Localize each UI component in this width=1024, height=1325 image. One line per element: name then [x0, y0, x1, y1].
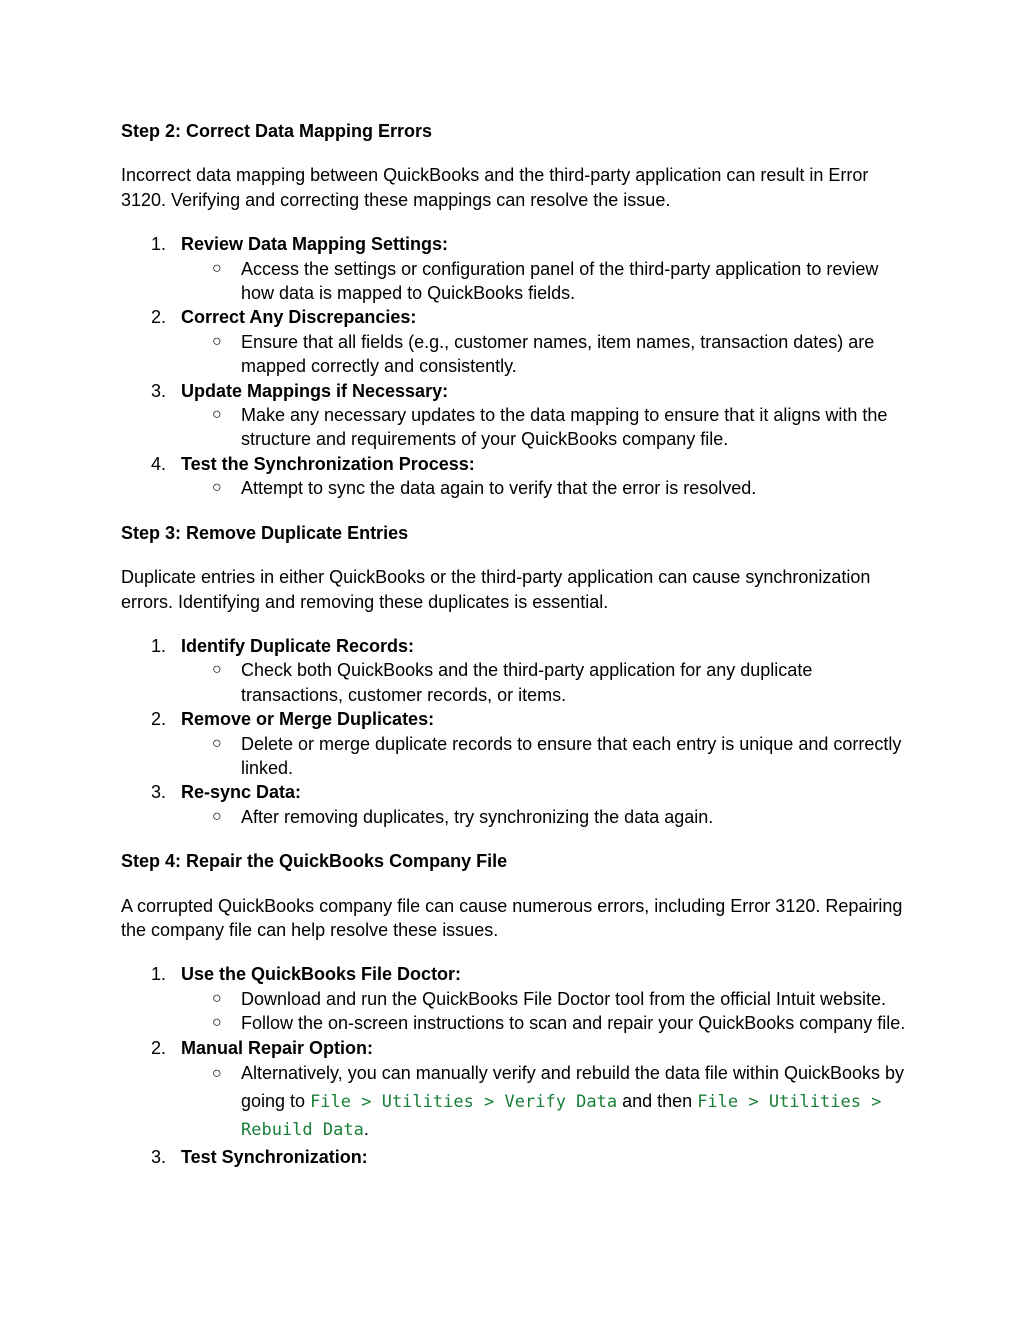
sub-list	[181, 403, 911, 452]
sub-list-item	[181, 330, 911, 379]
list-item-title: Identify Duplicate Records:	[181, 635, 415, 656]
hollow-bullet-icon: ○	[212, 1014, 222, 1032]
list-number: 2.	[151, 1037, 167, 1058]
step4-section	[121, 849, 911, 1169]
list-item-title: Update Mappings if Necessary:	[181, 380, 449, 401]
sub-list	[181, 987, 911, 1036]
sub-list-item	[181, 1060, 911, 1145]
list-number: 3.	[151, 380, 167, 401]
list-number: 2.	[151, 709, 167, 730]
sub-list	[181, 476, 911, 500]
list-item	[121, 452, 911, 501]
sub-list	[181, 1060, 911, 1145]
list-item-title: Remove or Merge Duplicates:	[181, 709, 435, 730]
step3-section	[121, 521, 911, 829]
list-item	[121, 305, 911, 378]
step2-section	[121, 119, 911, 501]
sub-list-text: Download and run the QuickBooks File Doctor tool from the official Intuit website.	[241, 988, 886, 1009]
hollow-bullet-icon: ○	[212, 332, 222, 350]
hollow-bullet-icon: ○	[212, 734, 222, 752]
list-item-title: Test Synchronization:	[181, 1146, 368, 1167]
list-item	[121, 707, 911, 780]
list-item	[121, 634, 911, 707]
step4-list	[121, 962, 911, 1169]
sub-list	[181, 732, 911, 781]
sub-list-item	[181, 658, 911, 707]
step3-intro: Duplicate entries in either QuickBooks or the third-party application can cause synchronization errors. Identifying and removing these duplicates is essential.	[121, 567, 871, 612]
list-number: 1.	[151, 635, 167, 656]
list-number: 1.	[151, 964, 167, 985]
list-number: 1.	[151, 234, 167, 255]
sub-list-item	[181, 1011, 911, 1035]
step3-heading: Step 3: Remove Duplicate Entries	[121, 522, 409, 543]
step3-list	[121, 634, 911, 829]
sub-list-text: After removing duplicates, try synchronizing the data again.	[241, 806, 714, 827]
hollow-bullet-icon: ○	[212, 406, 222, 424]
list-number: 4.	[151, 453, 167, 474]
step2-intro: Incorrect data mapping between QuickBooks and the third-party application can result in Error 3120. Verifying and correcting these mappings can resolve the issue.	[121, 165, 869, 210]
hollow-bullet-icon: ○	[212, 259, 222, 277]
step2-list	[121, 232, 911, 500]
step2-heading: Step 2: Correct Data Mapping Errors	[121, 121, 433, 141]
sub-list-item	[181, 805, 911, 829]
hollow-bullet-icon: ○	[212, 807, 222, 825]
rebuild-data-menu-path: File > Utilities > Rebuild Data	[241, 1091, 882, 1141]
list-item	[121, 379, 911, 452]
sub-list	[181, 658, 911, 707]
list-item	[121, 232, 911, 305]
step4-heading: Step 4: Repair the QuickBooks Company File	[121, 851, 508, 872]
hollow-bullet-icon: ○	[212, 479, 222, 497]
sub-list-text: Make any necessary updates to the data mapping to ensure that it aligns with the structure and requirements of your QuickBooks company file.	[241, 405, 888, 450]
list-item	[121, 780, 911, 829]
sub-list-item	[181, 732, 911, 781]
sub-list-item	[181, 987, 911, 1011]
sub-list	[181, 805, 911, 829]
list-item-title: Correct Any Discrepancies:	[181, 307, 417, 328]
sub-list-text: Access the settings or configuration panel of the third-party application to review how data is mapped to QuickBooks fields.	[241, 258, 879, 304]
list-item-title: Manual Repair Option:	[181, 1037, 374, 1058]
manual-repair-text-before: Alternatively, you can manually verify and rebuild the data file within QuickBooks by going to	[241, 1063, 905, 1111]
list-number: 3.	[151, 1146, 167, 1167]
hollow-bullet-icon: ○	[212, 661, 222, 679]
list-item-title: Re-sync Data:	[181, 782, 302, 803]
list-item	[121, 962, 911, 1035]
sub-list	[181, 257, 911, 306]
hollow-bullet-icon: ○	[212, 989, 222, 1007]
verify-data-menu-path: File > Utilities > Verify Data	[310, 1091, 618, 1112]
sub-list	[181, 330, 911, 379]
step4-intro: A corrupted QuickBooks company file can cause numerous errors, including Error 3120. Repairing the company file can help resolve these issues.	[121, 895, 903, 940]
sub-list-text: Attempt to sync the data again to verify that the error is resolved.	[241, 478, 757, 499]
list-item-title: Use the QuickBooks File Doctor:	[181, 964, 462, 985]
sub-list-text: Ensure that all fields (e.g., customer names, item names, transaction dates) are mapped correctly and consistently.	[241, 331, 875, 377]
sub-list-item	[181, 257, 911, 306]
list-item-title: Review Data Mapping Settings:	[181, 234, 449, 255]
sub-list-item	[181, 476, 911, 500]
list-number: 2.	[151, 307, 167, 328]
sub-list-item	[181, 403, 911, 452]
list-number: 3.	[151, 782, 167, 803]
sub-list-text: Follow the on-screen instructions to scan and repair your QuickBooks company file.	[241, 1013, 906, 1034]
hollow-bullet-icon: ○	[212, 1065, 222, 1082]
list-item	[121, 1145, 911, 1169]
list-item	[121, 1036, 911, 1145]
document-content	[121, 119, 911, 1189]
list-item-title: Test the Synchronization Process:	[181, 453, 475, 474]
sub-list-text: Delete or merge duplicate records to ensure that each entry is unique and correctly linked.	[241, 733, 902, 778]
manual-repair-text-middle: and then	[617, 1090, 698, 1111]
sub-list-text: Check both QuickBooks and the third-party application for any duplicate transactions, customer records, or items.	[241, 660, 813, 705]
manual-repair-text-after: .	[363, 1119, 369, 1140]
